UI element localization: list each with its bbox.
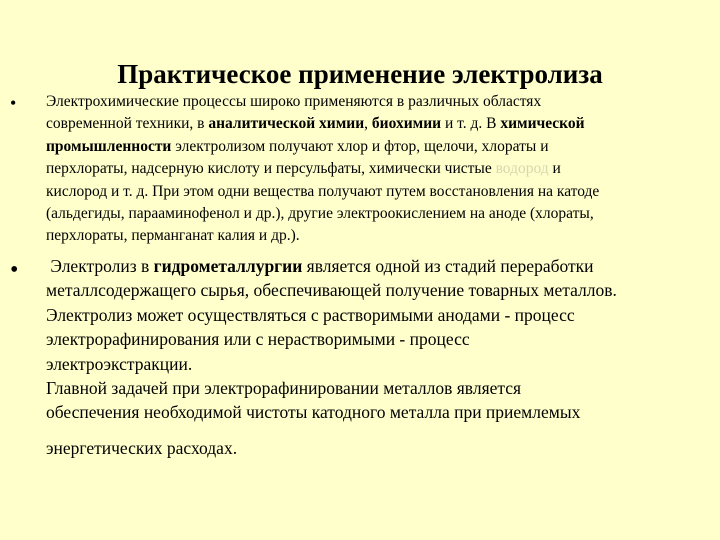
paragraph-line bbox=[46, 352, 706, 376]
bold-term-analytical-chemistry: аналитической химии bbox=[208, 115, 365, 133]
paragraph-hydrometallurgy bbox=[46, 254, 706, 460]
text-span: обеспечения необходимой чистоты катодного металла при приемлемых bbox=[46, 402, 581, 423]
slide-title: Практическое применение электролиза bbox=[117, 59, 603, 89]
bold-term-industry: промышленности bbox=[46, 137, 172, 155]
paragraph-line bbox=[46, 436, 706, 460]
text-span: перхлораты, надсерную кислоту и персульфаты, химически чистые bbox=[46, 160, 496, 178]
text-span: Главной задачей при электрорафинировании металлов является bbox=[46, 377, 522, 398]
paragraph-line bbox=[46, 158, 706, 180]
text-span: электрорафинирования или с нерастворимыми - процесс bbox=[46, 329, 470, 350]
paragraph-line bbox=[46, 136, 706, 158]
text-span: и bbox=[548, 160, 561, 178]
paragraph-line bbox=[46, 225, 706, 247]
paragraph-line bbox=[46, 254, 706, 278]
paragraph-line bbox=[46, 376, 706, 400]
bold-term-chemical: химической bbox=[500, 115, 585, 133]
text-span: энергетических расходах. bbox=[46, 437, 238, 458]
text-span: Электролиз может осуществляться с растворимыми анодами - процесс bbox=[46, 304, 575, 325]
text-span: электролизом получают хлор и фтор, щелочи, хлораты и bbox=[171, 137, 549, 155]
paragraph-line bbox=[46, 400, 706, 424]
text-span: Электролиз в bbox=[50, 256, 154, 276]
bold-term-hydrometallurgy: гидрометаллургии bbox=[153, 256, 303, 276]
text-span: перхлораты, перманганат калия и др.). bbox=[46, 227, 300, 245]
paragraph-line bbox=[46, 181, 706, 203]
bullet-marker-1: • bbox=[10, 93, 17, 113]
text-span: является одной из стадий переработки bbox=[302, 256, 594, 276]
text-span: (альдегиды, парааминофенол и др.), другие электроокислением на аноде (хлораты, bbox=[46, 204, 594, 222]
bullet-marker-2: • bbox=[10, 257, 19, 283]
text-span: кислород и т. д. При этом одни вещества получают путем восстановления на катоде bbox=[46, 182, 600, 200]
paragraph-line bbox=[46, 327, 706, 351]
paragraph-electrochemical-applications bbox=[46, 91, 706, 248]
bold-term-biochemistry: биохимии bbox=[371, 115, 442, 133]
hydrogen-link[interactable]: водород bbox=[495, 160, 549, 178]
paragraph-line bbox=[46, 278, 706, 302]
paragraph-line bbox=[46, 203, 706, 225]
paragraph-line bbox=[46, 303, 706, 327]
text-span: и т. д. В bbox=[441, 115, 501, 133]
text-span: , bbox=[364, 115, 372, 133]
paragraph-line bbox=[46, 113, 706, 135]
text-span: современной техники, в bbox=[46, 115, 209, 133]
text-span: металлсодержащего сырья, обеспечивающей получение товарных металлов. bbox=[46, 280, 617, 301]
paragraph-line bbox=[46, 91, 706, 113]
text-span: Электрохимические процессы широко применяются в различных областях bbox=[46, 93, 542, 110]
text-span: электроэкстракции. bbox=[46, 353, 193, 374]
